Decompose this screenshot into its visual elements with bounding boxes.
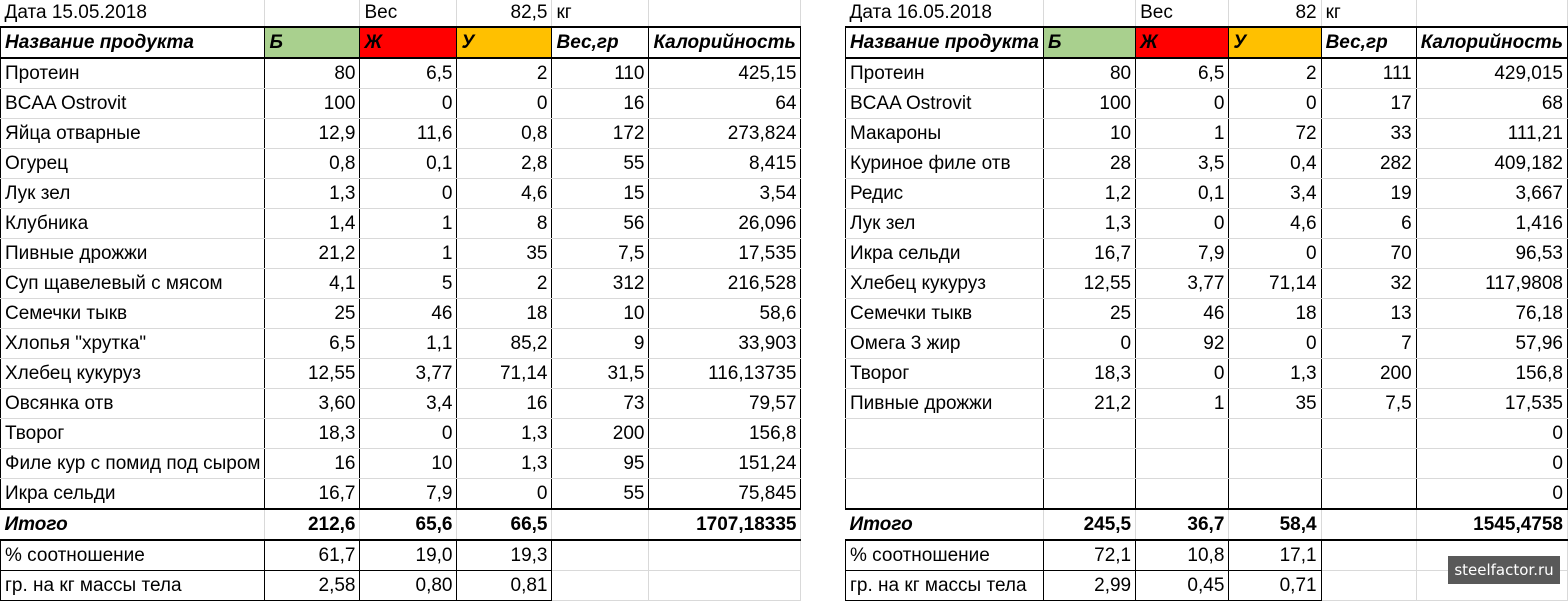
ratio-row-carbs[interactable]: 19,3 xyxy=(457,540,552,571)
cell-weight-grams[interactable]: 56 xyxy=(552,209,649,239)
total-protein[interactable]: 245,5 xyxy=(1043,509,1135,540)
cell-weight-grams[interactable]: 31,5 xyxy=(552,359,649,389)
table-row xyxy=(1,149,801,179)
cell-carbs[interactable]: 2 xyxy=(457,58,552,89)
table-row xyxy=(846,58,1568,89)
table-row xyxy=(1,269,801,299)
cell-weight-grams[interactable]: 7,5 xyxy=(1321,389,1416,419)
total-carbs[interactable]: 66,5 xyxy=(457,509,552,540)
cell-product-name[interactable]: Суп щавелевый с мясом xyxy=(1,269,265,299)
cell-carbs[interactable]: 0 xyxy=(1229,239,1321,269)
cell-weight-grams[interactable]: 55 xyxy=(552,149,649,179)
table-row xyxy=(1,89,801,119)
cell-fat[interactable]: 3,77 xyxy=(360,359,457,389)
cell-fat[interactable]: 0,1 xyxy=(360,149,457,179)
table-row xyxy=(1,329,801,359)
cell-carbs[interactable]: 4,6 xyxy=(457,179,552,209)
header-carbs[interactable]: У xyxy=(457,27,552,58)
total-calories[interactable]: 1707,18335 xyxy=(649,509,801,540)
cell-calories[interactable]: 216,528 xyxy=(649,269,801,299)
cell-carbs[interactable]: 2,8 xyxy=(457,149,552,179)
cell-fat[interactable]: 0,1 xyxy=(1136,179,1229,209)
total-fat[interactable]: 36,7 xyxy=(1136,509,1229,540)
cell-weight-grams[interactable]: 95 xyxy=(552,449,649,479)
cell-weight-grams[interactable]: 110 xyxy=(552,58,649,89)
weight-label[interactable]: Вес xyxy=(1136,0,1229,27)
cell-protein[interactable]: 16,7 xyxy=(1043,239,1135,269)
cell-protein[interactable]: 12,55 xyxy=(1043,269,1135,299)
cell-product-name[interactable]: Редис xyxy=(846,179,1044,209)
cell-calories[interactable]: 0 xyxy=(1416,479,1567,510)
total-carbs[interactable]: 58,4 xyxy=(1229,509,1321,540)
cell-product-name[interactable]: Протеин xyxy=(1,58,265,89)
per-kg-row-fat[interactable]: 0,45 xyxy=(1136,571,1229,601)
ratio-row-label[interactable]: % соотношение xyxy=(1,540,265,571)
cell-carbs[interactable]: 18 xyxy=(457,299,552,329)
cell-weight-grams[interactable]: 19 xyxy=(1321,179,1416,209)
cell-product-name[interactable]: Овсянка отв xyxy=(1,389,265,419)
cell-carbs[interactable]: 35 xyxy=(1229,389,1321,419)
header-protein[interactable]: Б xyxy=(265,27,360,58)
table-row xyxy=(846,299,1568,329)
ratio-row-fat[interactable]: 19,0 xyxy=(360,540,457,571)
cell-weight-grams[interactable]: 200 xyxy=(552,419,649,449)
cell-product-name[interactable]: Куриное филе отв xyxy=(846,149,1044,179)
table-row xyxy=(846,209,1568,239)
cell-protein[interactable]: 4,1 xyxy=(265,269,360,299)
cell-fat[interactable]: 1 xyxy=(1136,119,1229,149)
cell-calories[interactable]: 0 xyxy=(1416,449,1567,479)
cell-protein[interactable]: 3,60 xyxy=(265,389,360,419)
cell-protein[interactable]: 1,3 xyxy=(1043,209,1135,239)
table-row xyxy=(846,149,1568,179)
cell-product-name[interactable]: Семечки тыкв xyxy=(1,299,265,329)
cell-weight-grams[interactable]: 200 xyxy=(1321,359,1416,389)
cell-weight-grams[interactable] xyxy=(1321,449,1416,479)
cell-calories[interactable]: 76,18 xyxy=(1416,299,1567,329)
cell-product-name[interactable]: Пивные дрожжи xyxy=(846,389,1044,419)
header-fat[interactable]: Ж xyxy=(360,27,457,58)
cell-calories[interactable]: 8,415 xyxy=(649,149,801,179)
weight-label[interactable]: Вес xyxy=(360,0,457,27)
cell-fat[interactable]: 92 xyxy=(1136,329,1229,359)
total-fat[interactable]: 65,6 xyxy=(360,509,457,540)
cell-carbs[interactable]: 16 xyxy=(457,389,552,419)
cell-fat[interactable]: 1 xyxy=(360,209,457,239)
table-row xyxy=(846,419,1568,449)
cell-carbs[interactable]: 4,6 xyxy=(1229,209,1321,239)
table-row xyxy=(846,329,1568,359)
cell-calories[interactable]: 68 xyxy=(1416,89,1567,119)
cell-product-name[interactable]: Пивные дрожжи xyxy=(1,239,265,269)
cell-protein[interactable]: 6,5 xyxy=(265,329,360,359)
cell-calories[interactable]: 429,015 xyxy=(1416,58,1567,89)
header-carbs[interactable]: У xyxy=(1229,27,1321,58)
total-label[interactable]: Итого xyxy=(1,509,265,540)
cell-fat[interactable]: 0 xyxy=(360,419,457,449)
weight-unit[interactable]: кг xyxy=(1321,0,1416,27)
header-calories[interactable]: Калорийность xyxy=(649,27,801,58)
cell-protein[interactable]: 1,4 xyxy=(265,209,360,239)
cell-protein[interactable]: 21,2 xyxy=(265,239,360,269)
cell-fat[interactable]: 0 xyxy=(360,89,457,119)
cell-fat[interactable] xyxy=(1136,449,1229,479)
cell-protein[interactable]: 0 xyxy=(1043,329,1135,359)
cell-product-name[interactable]: Икра сельди xyxy=(1,479,265,510)
cell-product-name[interactable] xyxy=(846,419,1044,449)
cell-carbs[interactable]: 0 xyxy=(1229,89,1321,119)
cell-calories[interactable]: 1,416 xyxy=(1416,209,1567,239)
cell-carbs[interactable]: 18 xyxy=(1229,299,1321,329)
table-row xyxy=(1,119,801,149)
cell-fat[interactable]: 7,9 xyxy=(1136,239,1229,269)
cell-product-name[interactable]: BCAA Ostrovit xyxy=(846,89,1044,119)
sheet-16-05 xyxy=(845,0,1568,601)
cell-carbs[interactable] xyxy=(1229,449,1321,479)
cell-protein[interactable]: 100 xyxy=(265,89,360,119)
cell-calories[interactable]: 58,6 xyxy=(649,299,801,329)
cell-carbs[interactable]: 0,8 xyxy=(457,119,552,149)
total-calories[interactable]: 1545,4758 xyxy=(1416,509,1567,540)
ratio-row-protein[interactable]: 61,7 xyxy=(265,540,360,571)
cell-product-name[interactable]: Икра сельди xyxy=(846,239,1044,269)
cell-product-name[interactable]: Творог xyxy=(846,359,1044,389)
cell-carbs[interactable]: 0,4 xyxy=(1229,149,1321,179)
cell-protein[interactable]: 16 xyxy=(265,449,360,479)
cell-carbs[interactable]: 3,4 xyxy=(1229,179,1321,209)
cell-carbs[interactable]: 1,3 xyxy=(457,449,552,479)
cell-protein[interactable]: 21,2 xyxy=(1043,389,1135,419)
total-weight-grams[interactable] xyxy=(1321,509,1416,540)
table-row xyxy=(1,239,801,269)
cell-product-name[interactable]: Творог xyxy=(1,419,265,449)
cell-protein[interactable]: 25 xyxy=(1043,299,1135,329)
cell-fat[interactable]: 0 xyxy=(1136,359,1229,389)
cell-product-name[interactable]: Огурец xyxy=(1,149,265,179)
table-row xyxy=(846,449,1568,479)
cell-protein[interactable]: 10 xyxy=(1043,119,1135,149)
cell-product-name[interactable]: Яйца отварные xyxy=(1,119,265,149)
total-protein[interactable]: 212,6 xyxy=(265,509,360,540)
cell-protein[interactable]: 80 xyxy=(265,58,360,89)
cell-carbs[interactable]: 72 xyxy=(1229,119,1321,149)
cell-weight-grams[interactable] xyxy=(1321,479,1416,510)
cell-carbs[interactable]: 2 xyxy=(457,269,552,299)
total-weight-grams[interactable] xyxy=(552,509,649,540)
cell-fat[interactable]: 0 xyxy=(1136,89,1229,119)
cell-product-name[interactable]: Семечки тыкв xyxy=(846,299,1044,329)
cell-carbs[interactable] xyxy=(1229,479,1321,510)
header-protein[interactable]: Б xyxy=(1043,27,1135,58)
cell-weight-grams[interactable]: 73 xyxy=(552,389,649,419)
cell-protein[interactable]: 80 xyxy=(1043,58,1135,89)
cell-weight-grams[interactable]: 33 xyxy=(1321,119,1416,149)
cell-calories[interactable]: 79,57 xyxy=(649,389,801,419)
cell-weight-grams[interactable]: 16 xyxy=(552,89,649,119)
cell-weight-grams[interactable]: 70 xyxy=(1321,239,1416,269)
ratio-row-protein[interactable]: 72,1 xyxy=(1043,540,1135,571)
header-fat[interactable]: Ж xyxy=(1136,27,1229,58)
cell-product-name[interactable]: Лук зел xyxy=(1,179,265,209)
cell-carbs[interactable]: 71,14 xyxy=(457,359,552,389)
cell-product-name[interactable]: Хлопья "хрутка" xyxy=(1,329,265,359)
cell-fat[interactable]: 1,1 xyxy=(360,329,457,359)
cell-protein[interactable] xyxy=(1043,479,1135,510)
cell-weight-grams[interactable]: 17 xyxy=(1321,89,1416,119)
cell-calories[interactable]: 156,8 xyxy=(1416,359,1567,389)
cell-product-name[interactable]: BCAA Ostrovit xyxy=(1,89,265,119)
ratio-row-fat[interactable]: 10,8 xyxy=(1136,540,1229,571)
cell-protein[interactable]: 12,55 xyxy=(265,359,360,389)
cell-weight-grams[interactable]: 55 xyxy=(552,479,649,510)
cell-fat[interactable]: 6,5 xyxy=(1136,58,1229,89)
cell-weight-grams[interactable]: 10 xyxy=(552,299,649,329)
cell-carbs[interactable]: 71,14 xyxy=(1229,269,1321,299)
cell-protein[interactable]: 12,9 xyxy=(265,119,360,149)
cell-product-name[interactable] xyxy=(846,449,1044,479)
cell-product-name[interactable]: Филе кур с помид под сыром xyxy=(1,449,265,479)
cell-fat[interactable]: 0 xyxy=(1136,209,1229,239)
cell-weight-grams[interactable]: 111 xyxy=(1321,58,1416,89)
cell-fat[interactable]: 1 xyxy=(1136,389,1229,419)
cell-protein[interactable]: 0,8 xyxy=(265,149,360,179)
cell-calories[interactable]: 26,096 xyxy=(649,209,801,239)
table-row xyxy=(1,419,801,449)
table-row xyxy=(1,359,801,389)
cell-weight-grams[interactable]: 172 xyxy=(552,119,649,149)
cell-carbs[interactable]: 1,3 xyxy=(457,419,552,449)
cell-fat[interactable] xyxy=(1136,479,1229,510)
header-weight[interactable]: Вес,гр xyxy=(552,27,649,58)
cell-carbs[interactable]: 85,2 xyxy=(457,329,552,359)
header-calories[interactable]: Калорийность xyxy=(1416,27,1567,58)
cell-product-name[interactable]: Макароны xyxy=(846,119,1044,149)
cell-weight-grams[interactable]: 312 xyxy=(552,269,649,299)
table-row xyxy=(846,479,1568,510)
weight-value[interactable]: 82 xyxy=(1229,0,1321,27)
table-row xyxy=(846,269,1568,299)
cell-fat[interactable] xyxy=(1136,419,1229,449)
cell-fat[interactable]: 7,9 xyxy=(360,479,457,510)
cell-product-name[interactable]: Лук зел xyxy=(846,209,1044,239)
per-kg-row-carbs[interactable]: 0,81 xyxy=(457,571,552,601)
total-row xyxy=(1,509,801,540)
cell-product-name[interactable] xyxy=(846,479,1044,510)
table-row xyxy=(1,479,801,510)
cell-fat[interactable]: 3,77 xyxy=(1136,269,1229,299)
cell-weight-grams[interactable]: 6 xyxy=(1321,209,1416,239)
ratio-row xyxy=(1,540,801,571)
cell-protein[interactable]: 16,7 xyxy=(265,479,360,510)
ratio-row-carbs[interactable]: 17,1 xyxy=(1229,540,1321,571)
cell-fat[interactable]: 10 xyxy=(360,449,457,479)
table-row xyxy=(1,209,801,239)
cell-calories[interactable]: 33,903 xyxy=(649,329,801,359)
cell-calories[interactable]: 111,21 xyxy=(1416,119,1567,149)
cell-protein[interactable]: 18,3 xyxy=(265,419,360,449)
table-row xyxy=(846,389,1568,419)
table-row xyxy=(1,179,801,209)
cell-carbs[interactable]: 1,3 xyxy=(1229,359,1321,389)
table-row xyxy=(1,389,801,419)
header-product[interactable]: Название продукта xyxy=(846,27,1044,58)
total-row xyxy=(846,509,1568,540)
cell-calories[interactable]: 116,13735 xyxy=(649,359,801,389)
cell-weight-grams[interactable] xyxy=(1321,419,1416,449)
cell-calories[interactable]: 17,535 xyxy=(1416,389,1567,419)
table-row xyxy=(1,449,801,479)
cell-product-name[interactable]: Протеин xyxy=(846,58,1044,89)
per-kg-row-fat[interactable]: 0,80 xyxy=(360,571,457,601)
cell-weight-grams[interactable]: 7,5 xyxy=(552,239,649,269)
per-kg-row-carbs[interactable]: 0,71 xyxy=(1229,571,1321,601)
table-row xyxy=(846,179,1568,209)
cell-fat[interactable]: 3,4 xyxy=(360,389,457,419)
cell-product-name[interactable]: Хлебец кукуруз xyxy=(1,359,265,389)
cell-calories[interactable]: 0 xyxy=(1416,419,1567,449)
cell-product-name[interactable]: Омега 3 жир xyxy=(846,329,1044,359)
cell-calories[interactable]: 273,824 xyxy=(649,119,801,149)
cell-weight-grams[interactable]: 9 xyxy=(552,329,649,359)
cell-fat[interactable]: 6,5 xyxy=(360,58,457,89)
cell-calories[interactable]: 156,8 xyxy=(649,419,801,449)
per-kg-row-protein[interactable]: 2,99 xyxy=(1043,571,1135,601)
per-kg-row xyxy=(1,571,801,601)
cell-weight-grams[interactable]: 15 xyxy=(552,179,649,209)
per-kg-row-label[interactable]: гр. на кг массы тела xyxy=(846,571,1044,601)
cell-carbs[interactable]: 0 xyxy=(457,89,552,119)
watermark: steelfactor.ru xyxy=(1448,556,1560,584)
cell-protein[interactable]: 1,2 xyxy=(1043,179,1135,209)
cell-product-name[interactable]: Клубника xyxy=(1,209,265,239)
total-label[interactable]: Итого xyxy=(846,509,1044,540)
cell-fat[interactable]: 5 xyxy=(360,269,457,299)
cell-calories[interactable]: 3,54 xyxy=(649,179,801,209)
cell-calories[interactable]: 17,535 xyxy=(649,239,801,269)
cell-carbs[interactable]: 2 xyxy=(1229,58,1321,89)
cell-weight-grams[interactable]: 32 xyxy=(1321,269,1416,299)
cell-calories[interactable]: 425,15 xyxy=(649,58,801,89)
cell-calories[interactable]: 96,53 xyxy=(1416,239,1567,269)
cell-calories[interactable]: 75,845 xyxy=(649,479,801,510)
cell-protein[interactable]: 25 xyxy=(265,299,360,329)
cell-protein[interactable] xyxy=(1043,419,1135,449)
cell-carbs[interactable]: 8 xyxy=(457,209,552,239)
table-row xyxy=(846,119,1568,149)
date-label[interactable]: Дата 16.05.2018 xyxy=(846,0,1044,27)
cell-carbs[interactable]: 0 xyxy=(457,479,552,510)
cell-carbs[interactable] xyxy=(1229,419,1321,449)
table-row xyxy=(846,89,1568,119)
cell-protein[interactable]: 18,3 xyxy=(1043,359,1135,389)
cell-carbs[interactable]: 35 xyxy=(457,239,552,269)
cell-weight-grams[interactable]: 282 xyxy=(1321,149,1416,179)
cell-calories[interactable]: 64 xyxy=(649,89,801,119)
nutrition-table-right xyxy=(845,0,1568,601)
cell-protein[interactable] xyxy=(1043,449,1135,479)
table-row xyxy=(846,239,1568,269)
cell-calories[interactable]: 57,96 xyxy=(1416,329,1567,359)
per-kg-row-protein[interactable]: 2,58 xyxy=(265,571,360,601)
cell-protein[interactable]: 28 xyxy=(1043,149,1135,179)
weight-value[interactable]: 82,5 xyxy=(457,0,552,27)
cell-weight-grams[interactable]: 13 xyxy=(1321,299,1416,329)
table-row xyxy=(846,359,1568,389)
cell-weight-grams[interactable]: 7 xyxy=(1321,329,1416,359)
cell-protein[interactable]: 1,3 xyxy=(265,179,360,209)
cell-calories[interactable]: 3,667 xyxy=(1416,179,1567,209)
cell-calories[interactable]: 409,182 xyxy=(1416,149,1567,179)
cell-fat[interactable]: 11,6 xyxy=(360,119,457,149)
table-row xyxy=(1,299,801,329)
date-label[interactable]: Дата 15.05.2018 xyxy=(1,0,265,27)
cell-calories[interactable]: 117,9808 xyxy=(1416,269,1567,299)
ratio-row-label[interactable]: % соотношение xyxy=(846,540,1044,571)
header-weight[interactable]: Вес,гр xyxy=(1321,27,1416,58)
table-row xyxy=(1,58,801,89)
weight-unit[interactable]: кг xyxy=(552,0,649,27)
cell-fat[interactable]: 46 xyxy=(1136,299,1229,329)
cell-protein[interactable]: 100 xyxy=(1043,89,1135,119)
cell-fat[interactable]: 1 xyxy=(360,239,457,269)
cell-calories[interactable]: 151,24 xyxy=(649,449,801,479)
cell-carbs[interactable]: 0 xyxy=(1229,329,1321,359)
cell-product-name[interactable]: Хлебец кукуруз xyxy=(846,269,1044,299)
per-kg-row-label[interactable]: гр. на кг массы тела xyxy=(1,571,265,601)
cell-fat[interactable]: 0 xyxy=(360,179,457,209)
header-product[interactable]: Название продукта xyxy=(1,27,265,58)
cell-fat[interactable]: 3,5 xyxy=(1136,149,1229,179)
cell-fat[interactable]: 46 xyxy=(360,299,457,329)
